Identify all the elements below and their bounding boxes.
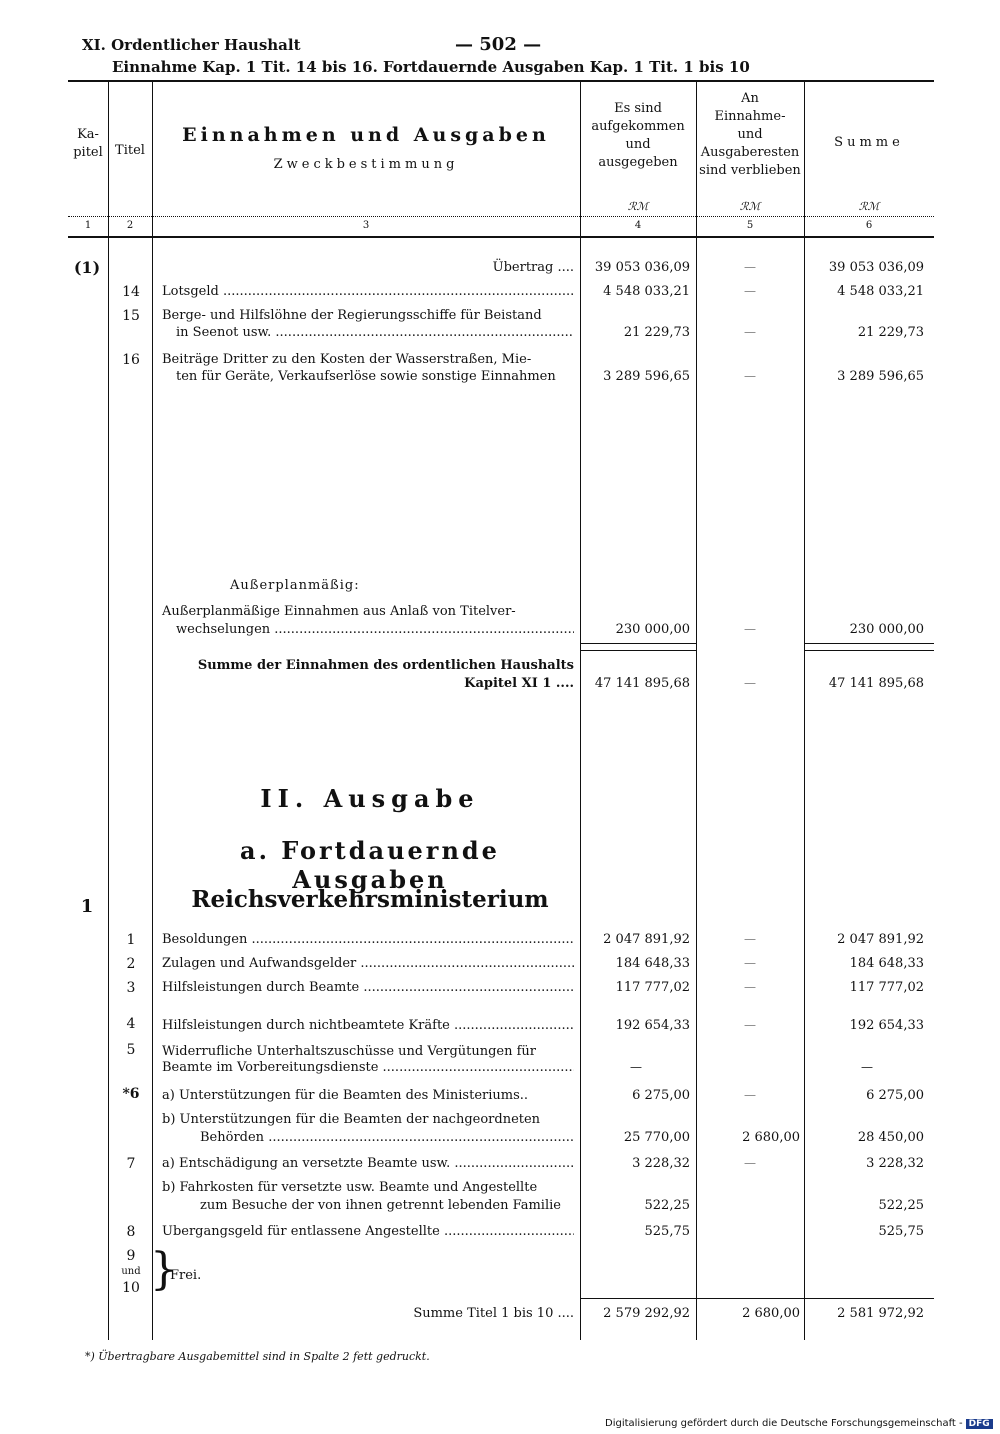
page-number: — 502 — <box>455 34 542 55</box>
rule-sum-c4 <box>580 643 696 644</box>
ausgabe-subheading: a. Fortdauernde Ausgaben <box>240 836 500 894</box>
col-divider-4 <box>696 82 697 1340</box>
row-16-text1: Beiträge Dritter zu den Kosten der Wasserstraßen, Mie- <box>162 352 532 367</box>
titel-7: 7 <box>126 1156 136 1172</box>
kapitel-einnahme: (1) <box>73 258 101 277</box>
row-a6a-c5: — <box>744 1088 756 1102</box>
col-divider-5 <box>804 82 805 1340</box>
summe-einnahmen-text2: Kapitel XI 1 .... <box>464 676 574 691</box>
unit-col5: ℛℳ <box>739 200 761 213</box>
row-a6b-text2: Behörden ..... <box>200 1130 574 1145</box>
brace-icon: } <box>150 1244 178 1295</box>
row-14-c4: 4 548 033,21 <box>603 284 690 299</box>
col-divider-3 <box>580 82 581 1340</box>
row-16-text2: ten für Geräte, Verkaufserlöse sowie sonstige Einnahmen <box>176 369 556 384</box>
row-a6a-text: a) Unterstützungen für die Beamten des Ministeriums.. <box>162 1088 529 1103</box>
titel-15: 15 <box>122 308 140 324</box>
ausserplan-text2: wechselungen ..... <box>176 622 574 637</box>
row-a1-c4: 2 047 891,92 <box>603 932 690 947</box>
row-a6a-c6: 6 275,00 <box>866 1088 924 1103</box>
titel-16: 16 <box>122 352 140 368</box>
row-a1-wrap <box>162 932 574 948</box>
summe-einnahmen-c5: — <box>744 676 756 690</box>
row-16-c6: 3 289 596,65 <box>837 369 924 384</box>
col-header-kapitel: Ka- pitel <box>73 127 103 160</box>
colnum-4: 4 <box>634 220 642 231</box>
row-a5-wrap <box>162 1060 574 1076</box>
rule-sum-c6b <box>804 650 934 651</box>
row-a2-wrap <box>162 956 574 972</box>
summe-einnahmen-c4: 47 141 895,68 <box>594 676 690 691</box>
dfg-logo: DFG <box>966 1419 993 1429</box>
colnum-2: 2 <box>126 220 134 231</box>
titel-10: 10 <box>122 1280 140 1296</box>
row-a7b-text2: zum Besuche der von ihnen getrennt lebenden Familie <box>200 1198 561 1213</box>
row-a6b-c6: 28 450,00 <box>857 1130 924 1145</box>
row-a2-c4: 184 648,33 <box>615 956 690 971</box>
row-a2-text: Zulagen und Aufwandsgelder ..... <box>162 956 574 971</box>
row-a3-text: Hilfsleistungen durch Beamte ..... <box>162 980 574 995</box>
colnum-1: 1 <box>84 220 92 231</box>
unit-col4: ℛℳ <box>627 200 649 213</box>
titel-5: 5 <box>126 1042 136 1058</box>
row-15-text1: Berge- und Hilfslöhne der Regierungsschiffe für Beistand <box>162 308 542 323</box>
row-a8-text: Übergangsgeld für entlassene Angestellte ..... <box>162 1224 574 1239</box>
summe-titel-c6: 2 581 972,92 <box>837 1306 924 1321</box>
row-a6a-c4: 6 275,00 <box>632 1088 690 1103</box>
titel-4: 4 <box>126 1016 136 1032</box>
row-a6b-text1: b) Unterstützungen für die Beamten der nachgeordneten <box>162 1112 541 1127</box>
unit-col6: ℛℳ <box>858 200 880 213</box>
titel-14: 14 <box>122 284 140 300</box>
row-a4-c6: 192 654,33 <box>849 1018 924 1033</box>
row-a7a-c4: 3 228,32 <box>632 1156 690 1171</box>
running-header-section: XI. Ordentlicher Haushalt <box>82 36 301 54</box>
row-14-c6: 4 548 033,21 <box>837 284 924 299</box>
row-15-c5: — <box>744 325 756 339</box>
row-a7a-c5: — <box>744 1156 756 1170</box>
ausserplan-c4: 230 000,00 <box>615 622 690 637</box>
rule-sum2-c4 <box>580 1298 696 1299</box>
titel-8: 8 <box>126 1224 136 1240</box>
ausserplan-heading: Außerplanmäßig: <box>230 578 360 593</box>
row-15-text2: in Seenot usw. ..... <box>176 325 574 340</box>
row-14-label: Lotsgeld ..... <box>162 284 574 299</box>
row-a4-wrap <box>162 1018 574 1034</box>
row-14-text <box>162 284 574 300</box>
row-a3-wrap <box>162 980 574 996</box>
row-a3-c6: 117 777,02 <box>849 980 924 995</box>
ausserplan-text2-wrap <box>162 622 574 638</box>
col-header-titel: Titel <box>115 143 145 158</box>
titel-und: und <box>121 1266 141 1277</box>
row-14-c5: — <box>744 284 756 298</box>
colnum-6: 6 <box>865 220 873 231</box>
row-a8-c6: 525,75 <box>878 1224 924 1239</box>
row-15-c4: 21 229,73 <box>623 325 690 340</box>
uebertrag-label: Übertrag .... <box>492 260 574 275</box>
row-a7a-c6: 3 228,32 <box>866 1156 924 1171</box>
row-a2-c6: 184 648,33 <box>849 956 924 971</box>
ausserplan-text1: Außerplanmäßige Einnahmen aus Anlaß von Titelver- <box>162 604 516 619</box>
row-a3-c5: — <box>744 980 756 994</box>
uebertrag-c5: — <box>744 260 756 274</box>
row-a6b-c5: 2 680,00 <box>742 1130 800 1145</box>
row-a1-c5: — <box>744 932 756 946</box>
rule-sum2-c5 <box>696 1298 804 1299</box>
titel-3: 3 <box>126 980 136 996</box>
row-a7a-text: a) Entschädigung an versetzte Beamte usw. ..... <box>162 1156 574 1171</box>
col-header-5: An Einnahme- und Ausgaberesten sind verblieben <box>699 91 801 178</box>
row-a7b-text1: b) Fahrkosten für versetzte usw. Beamte und Angestellte <box>162 1180 538 1195</box>
frei-label: Frei. <box>170 1268 202 1283</box>
titel-2: 2 <box>126 956 136 972</box>
footnote: *) Übertragbare Ausgabemittel sind in Spalte 2 fett gedruckt. <box>85 1350 430 1363</box>
summe-titel-label: Summe Titel 1 bis 10 .... <box>413 1306 574 1321</box>
row-a7a-wrap <box>162 1156 574 1172</box>
row-15-c6: 21 229,73 <box>857 325 924 340</box>
row-a5-text1: Widerrufliche Unterhaltszuschüsse und Vergütungen für <box>162 1044 537 1059</box>
row-a6b-wrap <box>162 1130 574 1146</box>
row-a6b-c4: 25 770,00 <box>623 1130 690 1145</box>
ausserplan-c5: — <box>744 622 756 636</box>
row-a7b-c6: 522,25 <box>878 1198 924 1213</box>
titel-6: *6 <box>122 1086 140 1102</box>
kapitel-ausgabe: 1 <box>80 896 94 917</box>
row-a7b-c4: 522,25 <box>644 1198 690 1213</box>
row-16-c4: 3 289 596,65 <box>603 369 690 384</box>
rule-sum-c6 <box>804 643 934 644</box>
row-a4-text: Hilfsleistungen durch nichtbeamtete Kräfte ..... <box>162 1018 574 1033</box>
row-a4-c5: — <box>744 1018 756 1032</box>
rule-sum-c4b <box>580 650 696 651</box>
row-a1-text: Besoldungen ..... <box>162 932 574 947</box>
col-header-main: Einnahmen und Ausgaben <box>182 124 550 146</box>
rule-sum2-c6 <box>804 1298 934 1299</box>
row-a3-c4: 117 777,02 <box>615 980 690 995</box>
row-a4-c4: 192 654,33 <box>615 1018 690 1033</box>
row-a1-c6: 2 047 891,92 <box>837 932 924 947</box>
col-header-4: Es sind aufgekommen und ausgegeben <box>591 101 685 170</box>
colnum-3: 3 <box>362 220 370 231</box>
row-a2-c5: — <box>744 956 756 970</box>
row-a8-c4: 525,75 <box>644 1224 690 1239</box>
titel-1: 1 <box>126 932 136 948</box>
summe-einnahmen-text1: Summe der Einnahmen des ordentlichen Haushalts <box>197 658 574 673</box>
row-a5-c4: — <box>630 1060 642 1074</box>
col-header-main-sub: Zweckbestimmung <box>273 157 459 172</box>
colnum-5: 5 <box>746 220 754 231</box>
row-a8-wrap <box>162 1224 574 1240</box>
summe-einnahmen-c6: 47 141 895,68 <box>828 676 924 691</box>
summe-titel-c4: 2 579 292,92 <box>603 1306 690 1321</box>
ministry-heading: Reichsverkehrsministerium <box>191 886 549 913</box>
credit-text: Digitalisierung gefördert durch die Deutsche Forschungsgemeinschaft - <box>605 1418 963 1429</box>
summe-titel-c5: 2 680,00 <box>742 1306 800 1321</box>
row-a5-text2: Beamte im Vorbereitungsdienste ..... <box>162 1060 574 1075</box>
ausserplan-c6: 230 000,00 <box>849 622 924 637</box>
running-header-subtitle: Einnahme Kap. 1 Tit. 14 bis 16. Fortdauernde Ausgaben Kap. 1 Tit. 1 bis 10 <box>112 58 750 76</box>
uebertrag-c6: 39 053 036,09 <box>828 260 924 275</box>
col-divider-2 <box>152 82 153 1340</box>
ausgabe-heading: II. Ausgabe <box>260 784 480 813</box>
row-15-text2-wrap <box>162 325 574 341</box>
col-header-6: Summe <box>834 135 904 150</box>
digitization-credit <box>605 1418 993 1429</box>
row-16-c5: — <box>744 369 756 383</box>
titel-9: 9 <box>126 1248 136 1264</box>
row-a5-c6: — <box>861 1060 873 1074</box>
uebertrag-c4: 39 053 036,09 <box>594 260 690 275</box>
